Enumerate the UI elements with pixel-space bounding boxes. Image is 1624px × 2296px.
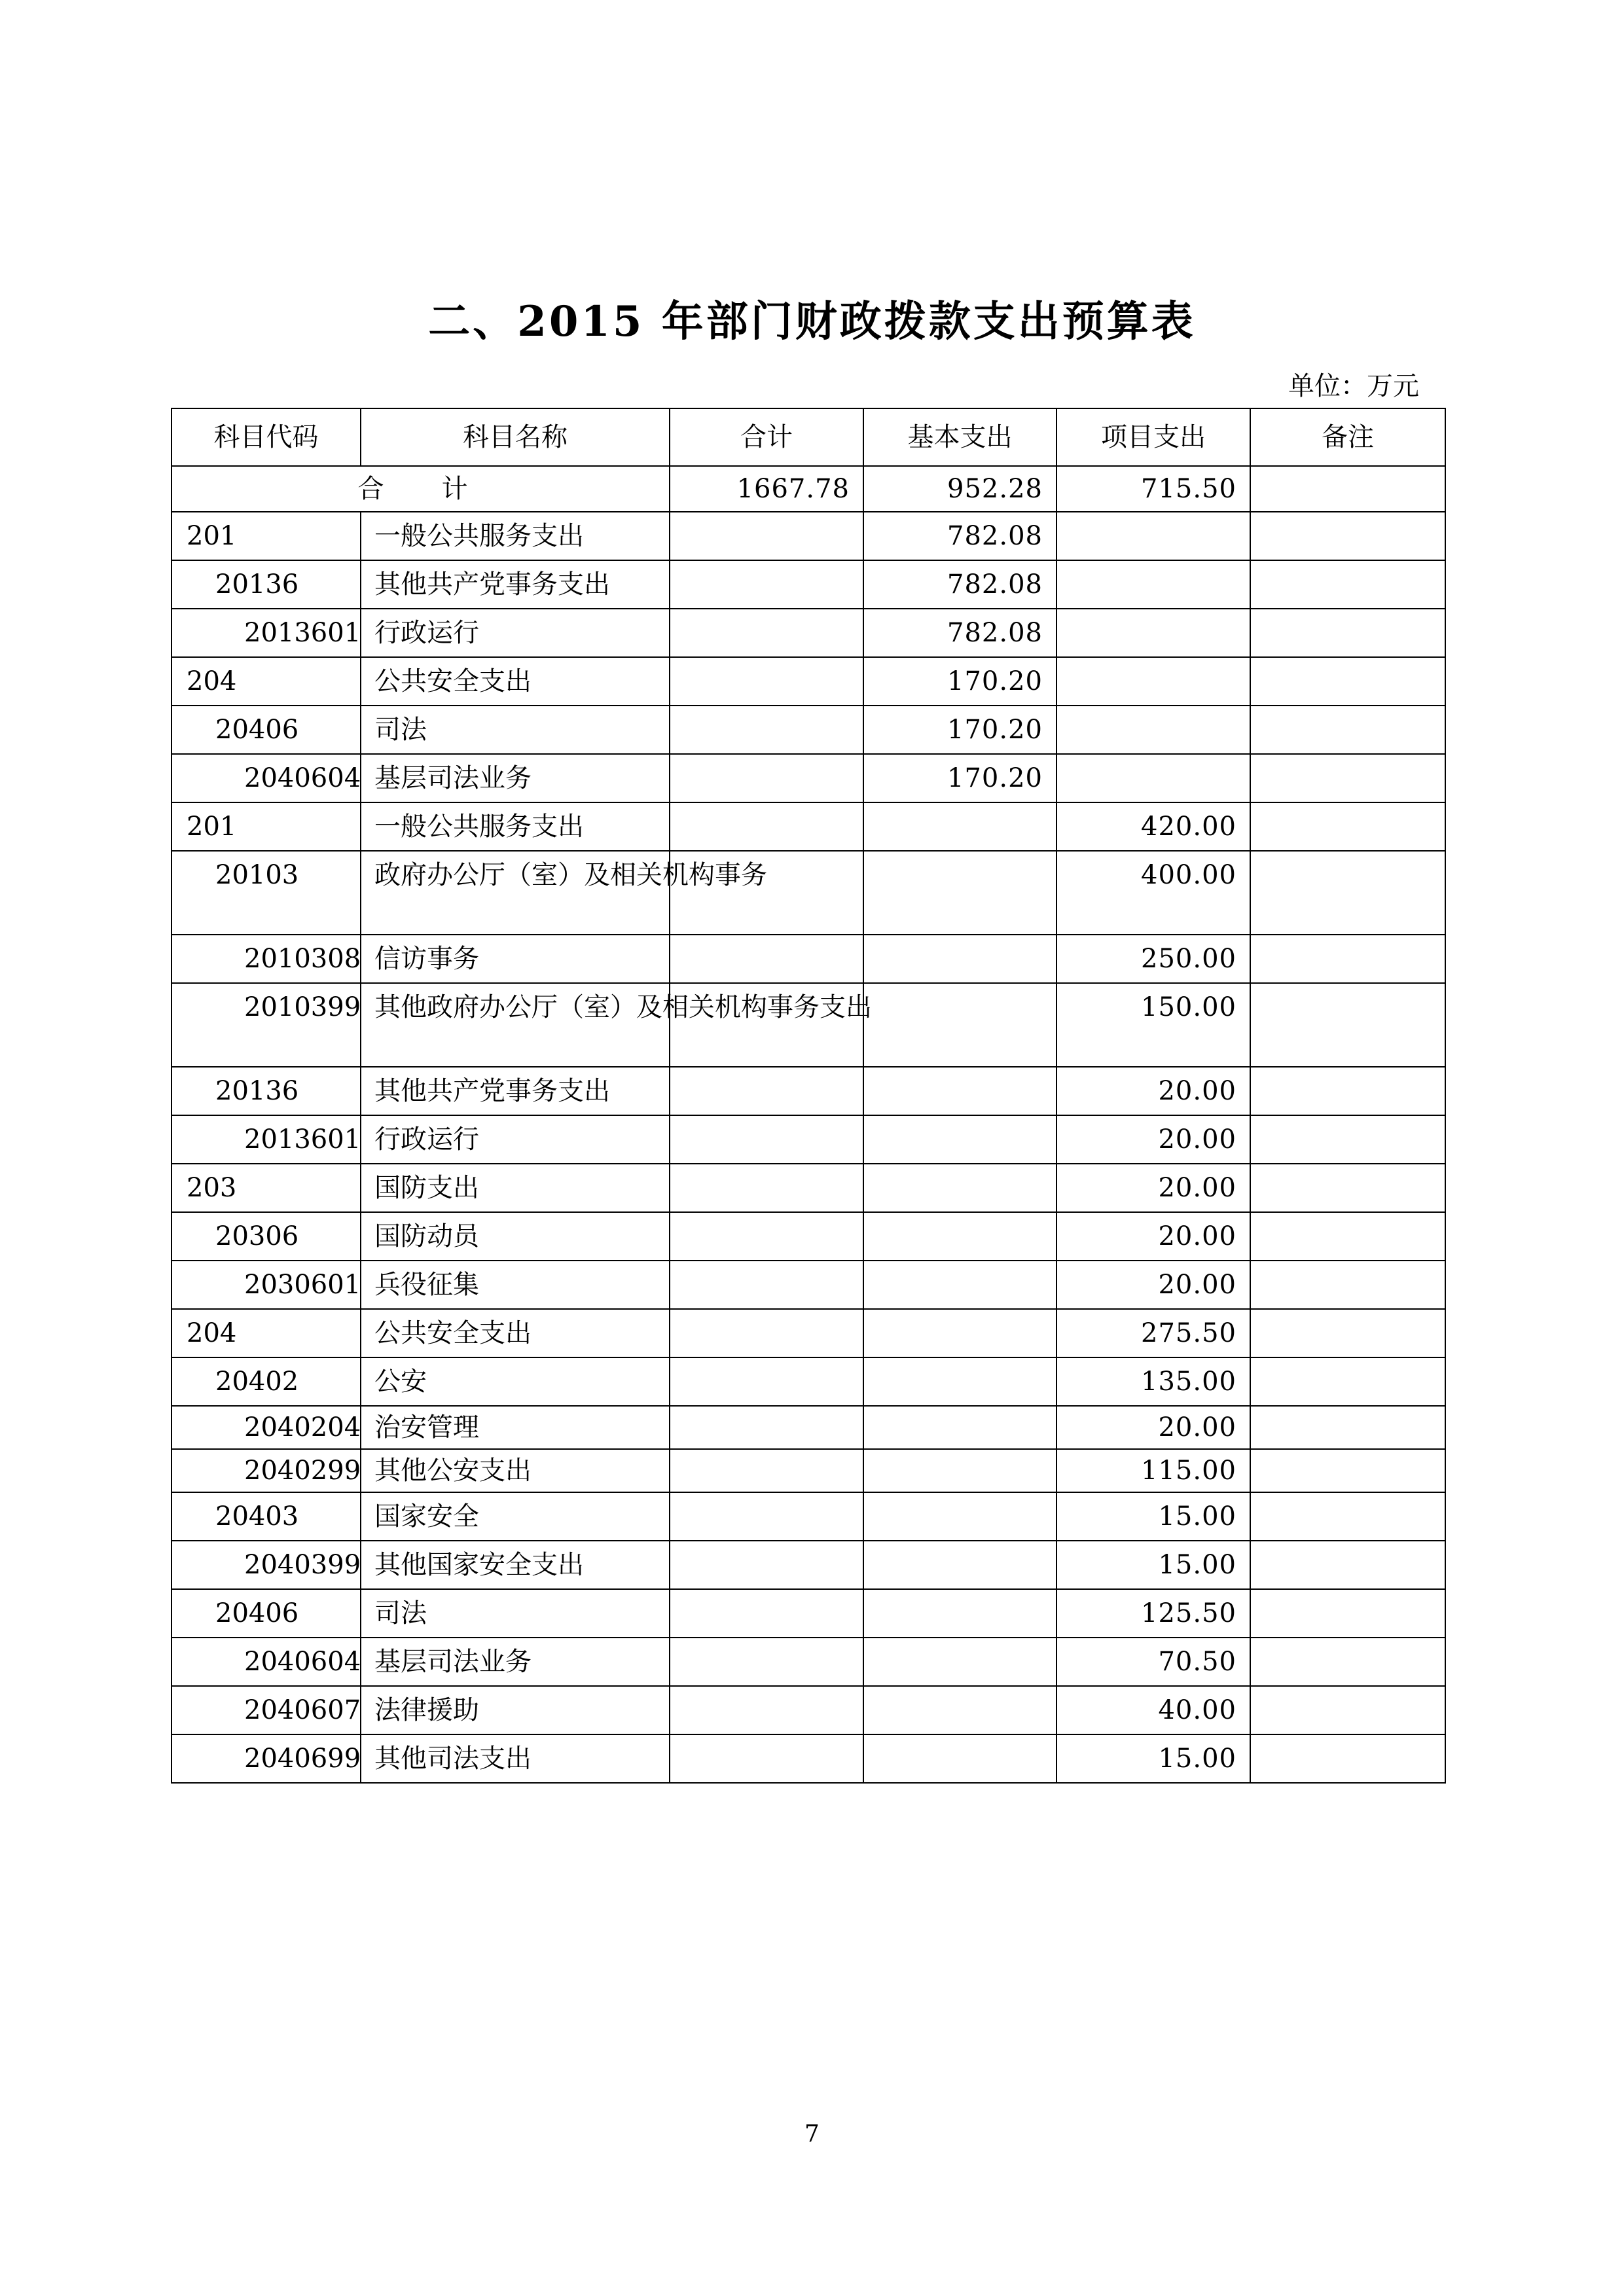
header-code: 科目代码 xyxy=(171,408,361,466)
row-code: 203 xyxy=(171,1164,361,1212)
row-project: 115.00 xyxy=(1056,1449,1250,1492)
row-code: 2030601 xyxy=(171,1261,361,1309)
row-note xyxy=(1250,657,1445,706)
unit-label: 单位：万元 xyxy=(1288,371,1419,401)
row-total xyxy=(670,1492,863,1541)
row-basic xyxy=(863,1638,1056,1686)
header-name: 科目名称 xyxy=(361,408,670,466)
budget-table xyxy=(171,408,1446,1784)
row-name: 国防动员 xyxy=(361,1212,670,1261)
row-project: 150.00 xyxy=(1056,983,1250,1067)
row-note xyxy=(1250,1589,1445,1638)
row-note xyxy=(1250,754,1445,802)
row-code: 20103 xyxy=(171,851,361,935)
row-code: 2040699 xyxy=(171,1734,361,1783)
table-row xyxy=(171,1492,1445,1541)
row-project xyxy=(1056,706,1250,754)
row-total xyxy=(670,1449,863,1492)
row-total xyxy=(670,1357,863,1406)
row-code: 2040399 xyxy=(171,1541,361,1589)
row-note xyxy=(1250,1734,1445,1783)
row-note xyxy=(1250,802,1445,851)
row-code: 2010308 xyxy=(171,935,361,983)
row-total xyxy=(670,1589,863,1638)
row-note xyxy=(1250,1115,1445,1164)
table-row xyxy=(171,1638,1445,1686)
row-note xyxy=(1250,1492,1445,1541)
row-total xyxy=(670,935,863,983)
row-note xyxy=(1250,935,1445,983)
row-note xyxy=(1250,1164,1445,1212)
row-code: 2040204 xyxy=(171,1406,361,1449)
total-note xyxy=(1250,466,1445,512)
row-basic: 782.08 xyxy=(863,560,1056,609)
row-total xyxy=(670,1686,863,1734)
row-code: 20406 xyxy=(171,1589,361,1638)
row-total xyxy=(670,1541,863,1589)
row-basic xyxy=(863,1686,1056,1734)
row-name: 公共安全支出 xyxy=(361,1309,670,1357)
row-basic xyxy=(863,1164,1056,1212)
row-note xyxy=(1250,512,1445,560)
row-project xyxy=(1056,657,1250,706)
row-basic xyxy=(863,935,1056,983)
row-name: 法律援助 xyxy=(361,1686,670,1734)
row-name: 其他共产党事务支出 xyxy=(361,560,670,609)
row-code: 2040607 xyxy=(171,1686,361,1734)
total-basic: 952.28 xyxy=(863,466,1056,512)
row-total xyxy=(670,512,863,560)
table-row xyxy=(171,1115,1445,1164)
row-note xyxy=(1250,560,1445,609)
row-note xyxy=(1250,1357,1445,1406)
row-note xyxy=(1250,1406,1445,1449)
row-basic xyxy=(863,1589,1056,1638)
row-basic xyxy=(863,1357,1056,1406)
row-code: 20403 xyxy=(171,1492,361,1541)
row-project: 250.00 xyxy=(1056,935,1250,983)
row-name: 信访事务 xyxy=(361,935,670,983)
table-row xyxy=(171,609,1445,657)
row-name: 基层司法业务 xyxy=(361,754,670,802)
row-project: 40.00 xyxy=(1056,1686,1250,1734)
row-total xyxy=(670,754,863,802)
row-note xyxy=(1250,1309,1445,1357)
row-code: 20136 xyxy=(171,1067,361,1115)
table-row xyxy=(171,1589,1445,1638)
row-total xyxy=(670,802,863,851)
table-row xyxy=(171,1261,1445,1309)
row-name: 政府办公厅（室）及相关机构事务 xyxy=(361,851,670,935)
row-code: 201 xyxy=(171,512,361,560)
row-code: 20402 xyxy=(171,1357,361,1406)
row-basic xyxy=(863,1406,1056,1449)
table-row xyxy=(171,1357,1445,1406)
total-label: 合 计 xyxy=(171,466,670,512)
row-name: 其他公安支出 xyxy=(361,1449,670,1492)
row-basic: 170.20 xyxy=(863,706,1056,754)
row-name: 公安 xyxy=(361,1357,670,1406)
row-basic: 170.20 xyxy=(863,754,1056,802)
row-basic: 782.08 xyxy=(863,609,1056,657)
table-header-row xyxy=(171,408,1445,466)
row-code: 2040299 xyxy=(171,1449,361,1492)
header-basic: 基本支出 xyxy=(863,408,1056,466)
row-total xyxy=(670,1309,863,1357)
row-total xyxy=(670,1115,863,1164)
row-code: 201 xyxy=(171,802,361,851)
row-project: 20.00 xyxy=(1056,1261,1250,1309)
row-basic xyxy=(863,1449,1056,1492)
row-code: 204 xyxy=(171,657,361,706)
row-project xyxy=(1056,512,1250,560)
row-total xyxy=(670,706,863,754)
table-row xyxy=(171,1734,1445,1783)
row-total xyxy=(670,1212,863,1261)
table-row xyxy=(171,935,1445,983)
row-project: 135.00 xyxy=(1056,1357,1250,1406)
row-project: 420.00 xyxy=(1056,802,1250,851)
row-project: 20.00 xyxy=(1056,1164,1250,1212)
table-row xyxy=(171,1067,1445,1115)
row-total xyxy=(670,1164,863,1212)
row-code: 2013601 xyxy=(171,1115,361,1164)
row-project: 275.50 xyxy=(1056,1309,1250,1357)
row-total xyxy=(670,1638,863,1686)
row-name: 国防支出 xyxy=(361,1164,670,1212)
row-project: 20.00 xyxy=(1056,1406,1250,1449)
table-row xyxy=(171,706,1445,754)
table-row xyxy=(171,1449,1445,1492)
total-project: 715.50 xyxy=(1056,466,1250,512)
row-code: 2013601 xyxy=(171,609,361,657)
row-basic xyxy=(863,1492,1056,1541)
table-row xyxy=(171,560,1445,609)
row-name: 司法 xyxy=(361,1589,670,1638)
row-basic xyxy=(863,1212,1056,1261)
row-code: 204 xyxy=(171,1309,361,1357)
row-name: 其他共产党事务支出 xyxy=(361,1067,670,1115)
row-basic xyxy=(863,851,1056,935)
row-note xyxy=(1250,1261,1445,1309)
row-note xyxy=(1250,609,1445,657)
row-name: 其他司法支出 xyxy=(361,1734,670,1783)
row-name: 其他政府办公厅（室）及相关机构事务支出 xyxy=(361,983,670,1067)
row-project: 20.00 xyxy=(1056,1115,1250,1164)
row-name: 兵役征集 xyxy=(361,1261,670,1309)
row-total xyxy=(670,657,863,706)
header-note: 备注 xyxy=(1250,408,1445,466)
row-project: 20.00 xyxy=(1056,1212,1250,1261)
row-project xyxy=(1056,754,1250,802)
row-total xyxy=(670,1406,863,1449)
row-note xyxy=(1250,1449,1445,1492)
row-code: 2040604 xyxy=(171,1638,361,1686)
row-name: 公共安全支出 xyxy=(361,657,670,706)
row-code: 20406 xyxy=(171,706,361,754)
row-project: 15.00 xyxy=(1056,1734,1250,1783)
total-sum: 1667.78 xyxy=(670,466,863,512)
row-total xyxy=(670,1734,863,1783)
table-row xyxy=(171,983,1445,1067)
header-total: 合计 xyxy=(670,408,863,466)
table-row xyxy=(171,1541,1445,1589)
table-row xyxy=(171,1309,1445,1357)
row-name: 一般公共服务支出 xyxy=(361,802,670,851)
row-basic xyxy=(863,1115,1056,1164)
row-note xyxy=(1250,1541,1445,1589)
row-code: 20306 xyxy=(171,1212,361,1261)
row-note xyxy=(1250,706,1445,754)
row-name: 司法 xyxy=(361,706,670,754)
row-name: 行政运行 xyxy=(361,609,670,657)
row-basic xyxy=(863,1734,1056,1783)
row-project xyxy=(1056,560,1250,609)
row-note xyxy=(1250,1686,1445,1734)
row-project xyxy=(1056,609,1250,657)
row-basic xyxy=(863,1067,1056,1115)
row-note xyxy=(1250,1067,1445,1115)
table-row xyxy=(171,1686,1445,1734)
row-basic xyxy=(863,983,1056,1067)
row-name: 其他国家安全支出 xyxy=(361,1541,670,1589)
table-row xyxy=(171,754,1445,802)
row-basic xyxy=(863,1309,1056,1357)
row-project: 15.00 xyxy=(1056,1492,1250,1541)
row-note xyxy=(1250,851,1445,935)
row-total xyxy=(670,1067,863,1115)
row-code: 2040604 xyxy=(171,754,361,802)
row-name: 基层司法业务 xyxy=(361,1638,670,1686)
page-number: 7 xyxy=(804,2121,820,2147)
row-name: 一般公共服务支出 xyxy=(361,512,670,560)
row-basic xyxy=(863,1541,1056,1589)
row-note xyxy=(1250,983,1445,1067)
row-project: 20.00 xyxy=(1056,1067,1250,1115)
table-row xyxy=(171,1212,1445,1261)
header-project: 项目支出 xyxy=(1056,408,1250,466)
row-code: 2010399 xyxy=(171,983,361,1067)
row-total xyxy=(670,560,863,609)
total-row xyxy=(171,466,1445,512)
row-project: 400.00 xyxy=(1056,851,1250,935)
table-row xyxy=(171,657,1445,706)
row-basic xyxy=(863,1261,1056,1309)
table-row xyxy=(171,1406,1445,1449)
row-project: 125.50 xyxy=(1056,1589,1250,1638)
row-total xyxy=(670,609,863,657)
table-row xyxy=(171,1164,1445,1212)
row-basic xyxy=(863,802,1056,851)
row-project: 15.00 xyxy=(1056,1541,1250,1589)
row-note xyxy=(1250,1212,1445,1261)
row-name: 行政运行 xyxy=(361,1115,670,1164)
table-row xyxy=(171,851,1445,935)
row-total xyxy=(670,1261,863,1309)
row-project: 70.50 xyxy=(1056,1638,1250,1686)
table-row xyxy=(171,802,1445,851)
row-code: 20136 xyxy=(171,560,361,609)
page-title: 二、2015 年部门财政拨款支出预算表 xyxy=(428,297,1196,346)
table-row xyxy=(171,512,1445,560)
row-basic: 782.08 xyxy=(863,512,1056,560)
row-note xyxy=(1250,1638,1445,1686)
row-name: 国家安全 xyxy=(361,1492,670,1541)
row-basic: 170.20 xyxy=(863,657,1056,706)
row-name: 治安管理 xyxy=(361,1406,670,1449)
